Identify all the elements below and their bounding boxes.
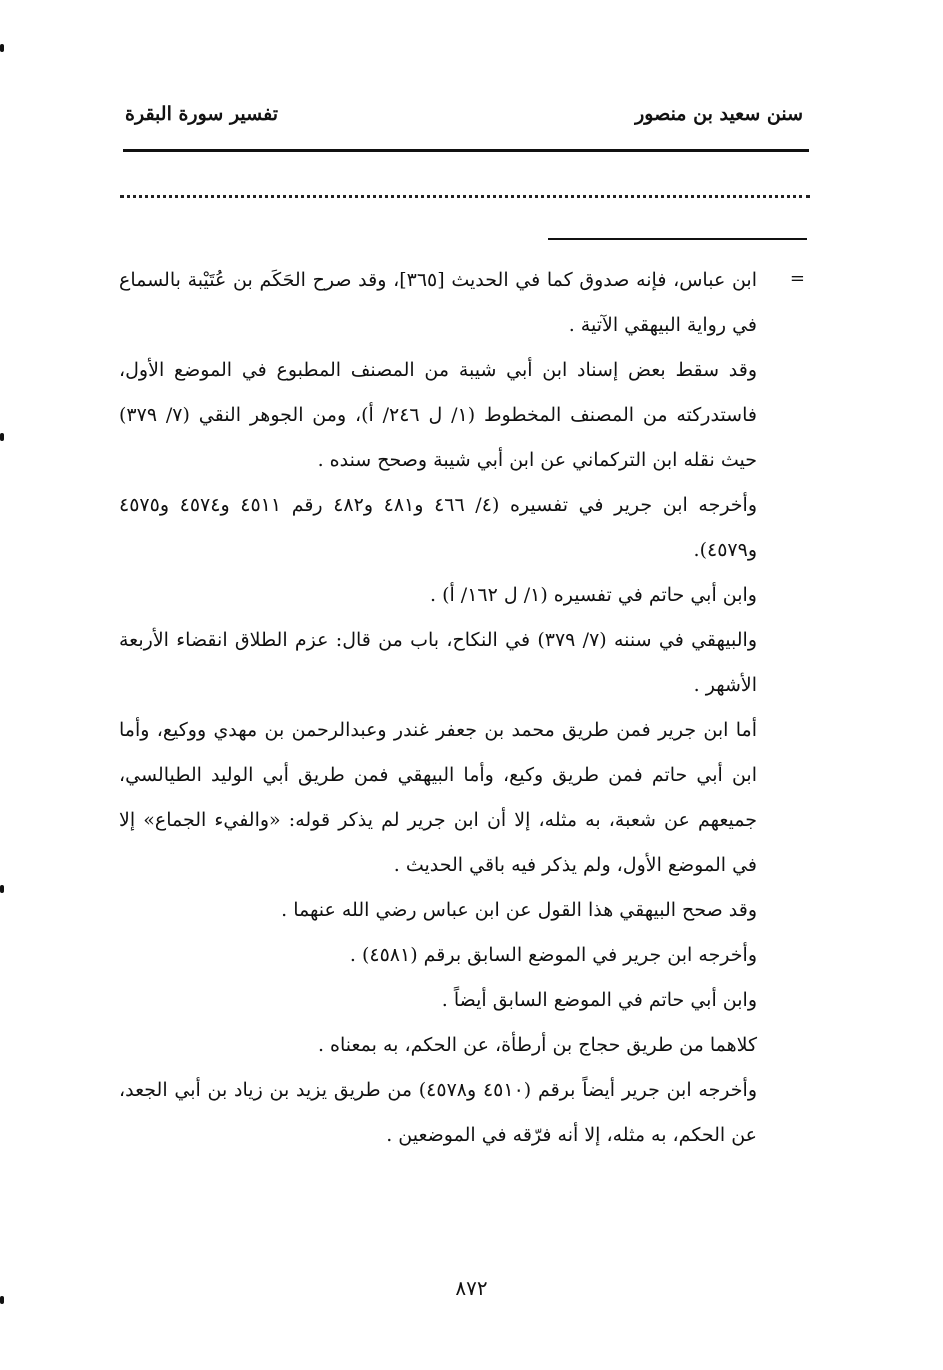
running-head-book-title: سنن سعيد بن منصور: [635, 103, 803, 125]
running-head-section-title: تفسير سورة البقرة: [125, 103, 279, 125]
dotted-separator: [120, 195, 810, 198]
paragraph: وابن أبي حاتم في تفسيره (١/ ل ١٦٢/ أ) .: [430, 584, 757, 606]
binding-hole-mark: [0, 44, 4, 52]
paragraph: وابن أبي حاتم في الموضع السابق أيضاً .: [441, 989, 757, 1011]
paragraph: أما ابن جرير فمن طريق محمد بن جعفر غندر وعبدالرحمن بن مهدي ووكيع، وأما ابن أبي حاتم فمن طريق وكيع، وأما البيهقي فمن طريق أبي الوليد الطيالسي، جميعهم عن شعبة، به مثله، إلا أن ابن جرير لم يذكر قوله: «والفيء الجماع» إلا في الموضع الأول، ولم يذكر فيه باقي الحديث .: [119, 719, 757, 876]
page-number: ٨٧٢: [455, 1276, 488, 1300]
paragraph: وقد صحح البيهقي هذا القول عن ابن عباس رضي الله عنهما .: [281, 899, 757, 921]
paragraph: والبيهقي في سننه (٧/ ٣٧٩) في النكاح، باب من قال: عزم الطلاق انقضاء الأربعة الأشهر .: [119, 629, 757, 696]
binding-hole-mark: [0, 885, 4, 893]
paragraph: وقد سقط بعض إسناد ابن أبي شيبة من المصنف المطبوع في الموضع الأول، فاستدركته من المصنف المخطوط (١/ ل ٢٤٦/ أ)، ومن الجوهر النقي (٧/ ٣٧٩) حيث نقله ابن التركماني عن ابن أبي شيبة وصحح سنده .: [119, 359, 757, 471]
binding-hole-mark: [0, 433, 4, 441]
header-rule: [123, 149, 809, 152]
binding-hole-mark: [0, 1296, 4, 1304]
footnote-continuation-mark: =: [789, 268, 805, 289]
footnote-rule: [548, 238, 807, 240]
footnote-body: [119, 258, 757, 1158]
paragraph: وأخرجه ابن جرير في تفسيره (٤/ ٤٦٦ و٤٨١ و٤٨٢ رقم ٤٥١١ و٤٥٧٤ و٤٥٧٥ و٤٥٧٩).: [119, 494, 758, 561]
paragraph: ابن عباس، فإنه صدوق كما في الحديث [٣٦٥]، وقد صرح الحَكَم بن عُتَيْبة بالسماع في رواية البيهقي الآتية .: [119, 269, 757, 336]
paragraph: وأخرجه ابن جرير في الموضع السابق برقم (٤٥٨١) .: [349, 944, 757, 966]
paragraph: كلاهما من طريق حجاج بن أرطأة، عن الحكم، به بمعناه .: [317, 1034, 757, 1056]
paragraph: وأخرجه ابن جرير أيضاً برقم (٤٥١٠ و٤٥٧٨) من طريق يزيد بن زياد بن أبي الجعد، عن الحكم، به مثله، إلا أنه فرّقه في الموضعين .: [119, 1079, 757, 1146]
